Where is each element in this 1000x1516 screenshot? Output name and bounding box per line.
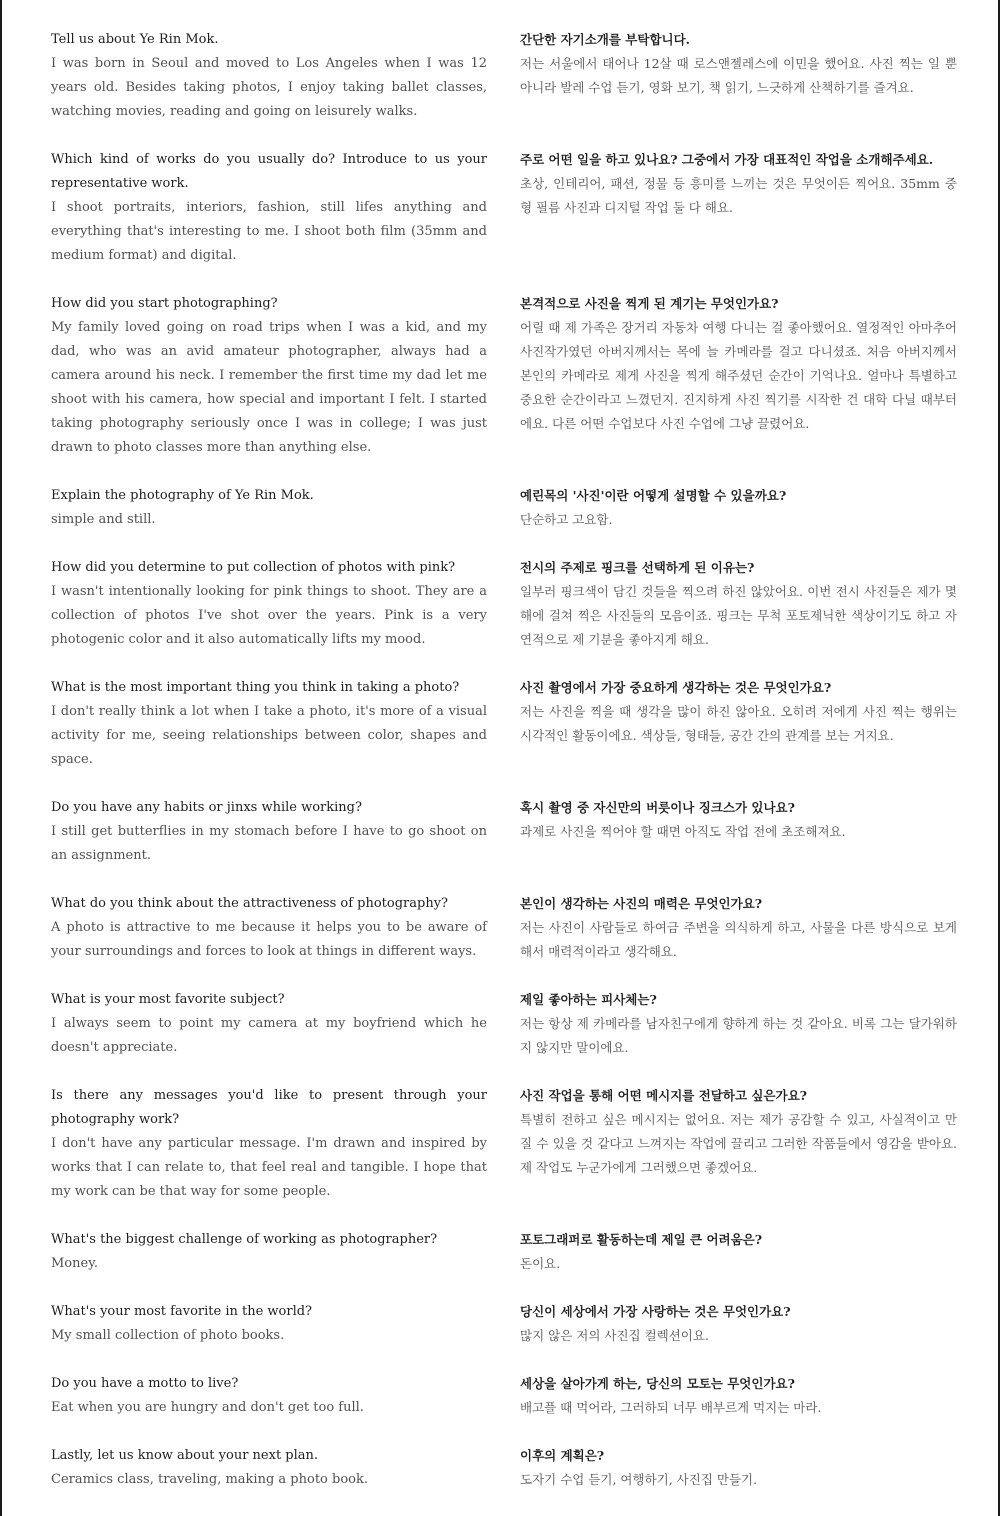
qa-block [51, 28, 487, 124]
question: 제일 좋아하는 피사체는? [520, 992, 657, 1007]
answer: 어릴 때 제 가족은 장거리 자동차 여행 다니는 걸 좋아했어요. 열정적인 아마추어 사진작가였던 아버지께서는 목에 늘 카메라를 걸고 다니셨죠. 처음 아버지께서 본인의 카메라로 제게 사진을 찍게 해주셨던 순간이 기억나요. 얼마나 특별하고 중요한 순간이라고 느꼈던지. 진지하게 사진 찍기를 시작한 건 대학 다닐 때부터에요. 다른 어떤 수업보다 사진 수업에 그냥 끌렸어요. [520, 320, 957, 431]
answer: I always seem to point my camera at my boyfriend which he doesn't appreciate. [51, 1016, 487, 1055]
qa-block [51, 676, 487, 772]
qa-block [51, 556, 487, 652]
qa-block [520, 1084, 957, 1180]
answer: I shoot portraits, interiors, fashion, still lifes anything and everything that's interesting to me. I shoot both film (35mm and medium format) and digital. [51, 200, 487, 263]
qa-block [51, 892, 487, 964]
question: 예린목의 '사진'이란 어떻게 설명할 수 있을까요? [520, 488, 787, 503]
question: Do you have any habits or jinxs while working? [51, 800, 362, 815]
question: How did you determine to put collection of photos with pink? [51, 560, 456, 575]
answer: 돈이요. [520, 1256, 561, 1271]
question: Explain the photography of Ye Rin Mok. [51, 488, 314, 503]
answer: 단순하고 고요함. [520, 512, 613, 527]
question: What is your most favorite subject? [51, 992, 285, 1007]
answer: 많지 않은 저의 사진집 컬렉션이요. [520, 1328, 709, 1343]
qa-block [520, 28, 957, 100]
question: How did you start photographing? [51, 296, 278, 311]
question: What's the biggest challenge of working as photographer? [51, 1232, 438, 1247]
answer: 저는 사진이 사람들로 하여금 주변을 의식하게 하고, 사물을 다른 방식으로 보게 해서 매력적이라고 생각해요. [520, 920, 957, 959]
answer: 과제로 사진을 찍어야 할 때면 아직도 작업 전에 초조해져요. [520, 824, 846, 839]
qa-block [51, 1228, 487, 1276]
question: 사진 촬영에서 가장 중요하게 생각하는 것은 무엇인가요? [520, 680, 832, 695]
question: 세상을 살아가게 하는, 당신의 모토는 무엇인가요? [520, 1376, 795, 1391]
question: Which kind of works do you usually do? Introduce to us your representative work. [51, 152, 487, 191]
answer: 특별히 전하고 싶은 메시지는 없어요. 저는 제가 공감할 수 있고, 사실적이고 만질 수 있을 것 같다고 느껴지는 작업에 끌리고 그러한 작품들에서 영감을 받아요. 제 작업도 누군가에게 그러했으면 좋겠어요. [520, 1112, 957, 1175]
qa-block [51, 148, 487, 268]
answer: 도자기 수업 듣기, 여행하기, 사진집 만들기. [520, 1472, 758, 1487]
question: 당신이 세상에서 가장 사랑하는 것은 무엇인가요? [520, 1304, 791, 1319]
answer: Eat when you are hungry and don't get too full. [51, 1400, 364, 1415]
qa-block [51, 484, 487, 532]
answer: I don't have any particular message. I'm drawn and inspired by works that I can relate to, that feel real and tangible. I hope that my work can be that way for some people. [51, 1136, 487, 1199]
qa-block [520, 556, 957, 652]
question: What is the most important thing you think in taking a photo? [51, 680, 460, 695]
question: 본인이 생각하는 사진의 매력은 무엇인가요? [520, 896, 763, 911]
answer: 일부러 핑크색이 담긴 것들을 찍으려 하진 않았어요. 이번 전시 사진들은 제가 몇 해에 걸쳐 찍은 사진들의 모음이죠. 핑크는 무척 포토제닉한 색상이기도 하고 자연적으로 제 기분을 좋아지게 해요. [520, 584, 957, 647]
question: 혹시 촬영 중 자신만의 버릇이나 징크스가 있나요? [520, 800, 795, 815]
qa-block [51, 1444, 487, 1492]
qa-block [520, 1228, 957, 1276]
answer: 저는 항상 제 카메라를 남자친구에게 향하게 하는 것 같아요. 비록 그는 달가워하지 않지만 말이에요. [520, 1016, 957, 1055]
qa-block [51, 1372, 487, 1420]
qa-block [51, 796, 487, 868]
answer: 초상, 인테리어, 패션, 정물 등 흥미를 느끼는 것은 무엇이든 찍어요. 35mm 중형 필름 사진과 디지털 작업 둘 다 해요. [520, 176, 957, 215]
question: 포토그래퍼로 활동하는데 제일 큰 어려움은? [520, 1232, 763, 1247]
question: Is there any messages you'd like to present through your photography work? [51, 1088, 487, 1127]
answer: 저는 서울에서 태어나 12살 때 로스앤젤레스에 이민을 했어요. 사진 찍는 일 뿐 아니라 발레 수업 듣기, 영화 보기, 책 읽기, 느긋하게 산책하기를 즐겨요. [520, 56, 957, 95]
answer: Ceramics class, traveling, making a photo book. [51, 1472, 368, 1487]
question: Do you have a motto to live? [51, 1376, 239, 1391]
answer: I was born in Seoul and moved to Los Angeles when I was 12 years old. Besides taking photos, I enjoy taking ballet classes, watching movies, reading and going on leisurely walks. [51, 56, 487, 119]
answer: Money. [51, 1256, 98, 1271]
qa-block [520, 148, 957, 220]
question: What's your most favorite in the world? [51, 1304, 313, 1319]
question: 이후의 계획은? [520, 1448, 605, 1463]
answer: I still get butterflies in my stomach before I have to go shoot on an assignment. [51, 824, 487, 863]
question: 간단한 자기소개를 부탁합니다. [520, 32, 691, 47]
qa-block [520, 292, 957, 436]
question: 주로 어떤 일을 하고 있나요? 그중에서 가장 대표적인 작업을 소개해주세요. [520, 152, 934, 167]
question: 본격적으로 사진을 찍게 된 계기는 무엇인가요? [520, 296, 779, 311]
answer: I don't really think a lot when I take a photo, it's more of a visual activity for me, seeing relationships between color, shapes and space. [51, 704, 487, 767]
qa-block [520, 1300, 957, 1348]
question: Lastly, let us know about your next plan. [51, 1448, 319, 1463]
question: Tell us about Ye Rin Mok. [51, 32, 219, 47]
answer: A photo is attractive to me because it helps you to be aware of your surroundings and forces to look at things in different ways. [51, 920, 487, 959]
qa-block [51, 1300, 487, 1348]
qa-block [520, 1444, 957, 1492]
qa-block [51, 292, 487, 460]
qa-block [51, 988, 487, 1060]
answer: 저는 사진을 찍을 때 생각을 많이 하진 않아요. 오히려 저에게 사진 찍는 행위는 시각적인 활동이에요. 색상들, 형태들, 공간 간의 관계를 보는 거지요. [520, 704, 957, 743]
question: 사진 작업을 통해 어떤 메시지를 전달하고 싶은가요? [520, 1088, 808, 1103]
answer: I wasn't intentionally looking for pink things to shoot. They are a collection of photos I've shot over the years. Pink is a very photogenic color and it also automatically lifts my mood. [51, 584, 487, 647]
answer: My family loved going on road trips when I was a kid, and my dad, who was an avid amateur photographer, always had a camera around his neck. I remember the first time my dad let me shoot with his camera, how special and important I felt. I started taking photography seriously once I was in college; I was just drawn to photo classes more than anything else. [51, 320, 487, 455]
qa-block [51, 1084, 487, 1204]
question: 전시의 주제로 핑크를 선택하게 된 이유는? [520, 560, 755, 575]
qa-block [520, 676, 957, 748]
qa-block [520, 1372, 957, 1420]
question: What do you think about the attractiveness of photography? [51, 896, 449, 911]
qa-block [520, 796, 957, 844]
answer: 배고플 때 먹어라, 그러하되 너무 배부르게 먹지는 마라. [520, 1400, 822, 1415]
qa-block [520, 892, 957, 964]
qa-block [520, 484, 957, 532]
qa-block [520, 988, 957, 1060]
answer: simple and still. [51, 512, 156, 527]
answer: My small collection of photo books. [51, 1328, 285, 1343]
